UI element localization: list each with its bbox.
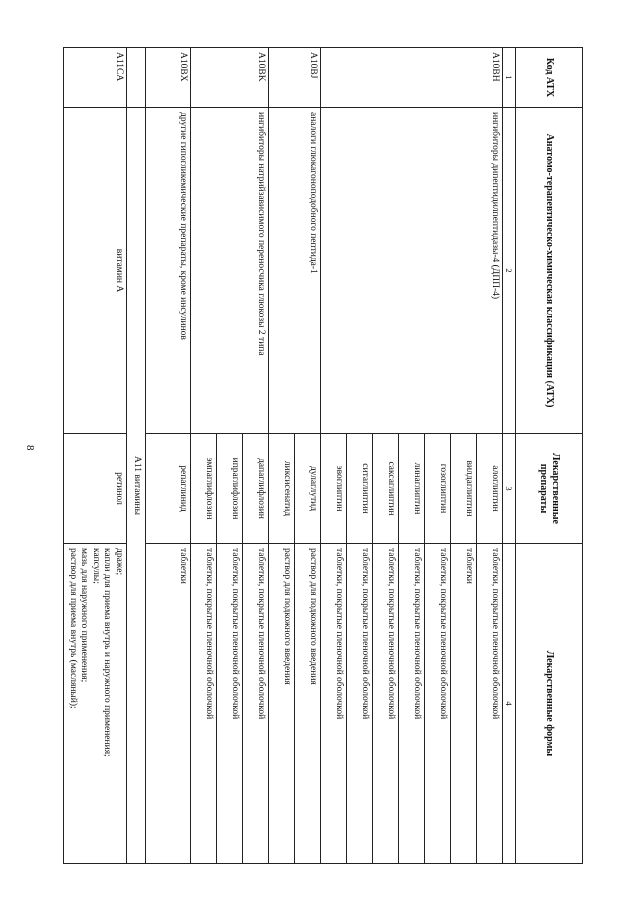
classification-cell: аналоги глюкагоноподобного пептида-1 — [269, 108, 321, 434]
form-line: мазь для наружного применения; — [79, 548, 90, 683]
form-line: капсулы; — [90, 548, 101, 584]
header-forms: Лекарственные формы — [516, 544, 583, 864]
column-number: 1 — [503, 48, 516, 108]
drug-cell: ситаглиптин — [347, 434, 373, 544]
form-cell: таблетки — [451, 544, 477, 864]
header-drugs: Лекарственные препараты — [516, 434, 583, 544]
form-cell: таблетки, покрытые пленочной оболочкой — [243, 544, 269, 864]
form-cell: таблетки — [146, 544, 191, 864]
column-number: 3 — [503, 434, 516, 544]
drug-cell: ликсисенатид — [269, 434, 295, 544]
page-number: 8 — [24, 445, 36, 451]
form-cell: таблетки, покрытые пленочной оболочкой — [399, 544, 425, 864]
form-cell: раствор для подкожного введения — [269, 544, 295, 864]
drug-cell: линаглиптин — [399, 434, 425, 544]
form-cell: таблетки, покрытые пленочной оболочкой — [347, 544, 373, 864]
header-classification: Анатомо-терапевтическо-химическая классификация (АТХ) — [516, 108, 583, 434]
form-cell: таблетки, покрытые пленочной оболочкой — [191, 544, 217, 864]
atc-code-cell — [127, 48, 146, 108]
drug-cell: вилдаглиптин — [451, 434, 477, 544]
classification-cell: ингибиторы дипептидилпептидазы-4 (ДПП-4) — [321, 108, 503, 434]
drug-cell: гозоглиптин — [425, 434, 451, 544]
drug-cell: эмпаглифлозин — [191, 434, 217, 544]
drug-cell: дапаглифлозин — [243, 434, 269, 544]
column-number-row — [503, 48, 516, 864]
group-title: А11 витамины — [127, 108, 146, 864]
form-line: капли для приема внутрь и наружного применения; — [102, 548, 113, 757]
header-row — [516, 48, 583, 864]
form-cell: таблетки, покрытые пленочной оболочкой — [477, 544, 503, 864]
group-row — [127, 48, 146, 864]
classification-cell: витамин А — [64, 108, 127, 434]
column-number: 4 — [503, 544, 516, 864]
form-line: драже; — [114, 548, 124, 576]
classification-cell: ингибиторы натрийзависимого переносчика глюкозы 2 типа — [191, 108, 269, 434]
table-row — [64, 48, 127, 864]
drug-cell: ипраглифлозин — [217, 434, 243, 544]
drug-cell: саксаглиптин — [373, 434, 399, 544]
drug-cell: алоглиптин — [477, 434, 503, 544]
table-row — [243, 48, 269, 864]
header-atc-code: Код АТХ — [516, 48, 583, 108]
table-row — [477, 48, 503, 864]
atc-code-cell: A10BJ — [269, 48, 321, 108]
form-cell — [64, 544, 127, 864]
medicines-table — [63, 47, 583, 864]
form-cell: таблетки, покрытые пленочной оболочкой — [373, 544, 399, 864]
atc-code-cell: A10BX — [146, 48, 191, 108]
form-cell: таблетки, покрытые пленочной оболочкой — [425, 544, 451, 864]
form-cell: раствор для подкожного введения — [295, 544, 321, 864]
atc-code-cell: A10BH — [321, 48, 503, 108]
form-line: раствор для приема внутрь (масляный); — [67, 548, 78, 709]
classification-cell: другие гипогликемические препараты, кроме инсулинов — [146, 108, 191, 434]
atc-code-cell: A11CA — [64, 48, 127, 108]
rotated-sheet — [65, 47, 583, 863]
drug-cell: дулаглутид — [295, 434, 321, 544]
form-cell: таблетки, покрытые пленочной оболочкой — [321, 544, 347, 864]
drug-cell: ретинол — [64, 434, 127, 544]
atc-code-cell: A10BK — [191, 48, 269, 108]
table-row — [295, 48, 321, 864]
column-number: 2 — [503, 108, 516, 434]
table-row — [146, 48, 191, 864]
drug-cell: репаглинид — [146, 434, 191, 544]
form-cell: таблетки, покрытые пленочной оболочкой — [217, 544, 243, 864]
drug-cell: эвоглиптин — [321, 434, 347, 544]
